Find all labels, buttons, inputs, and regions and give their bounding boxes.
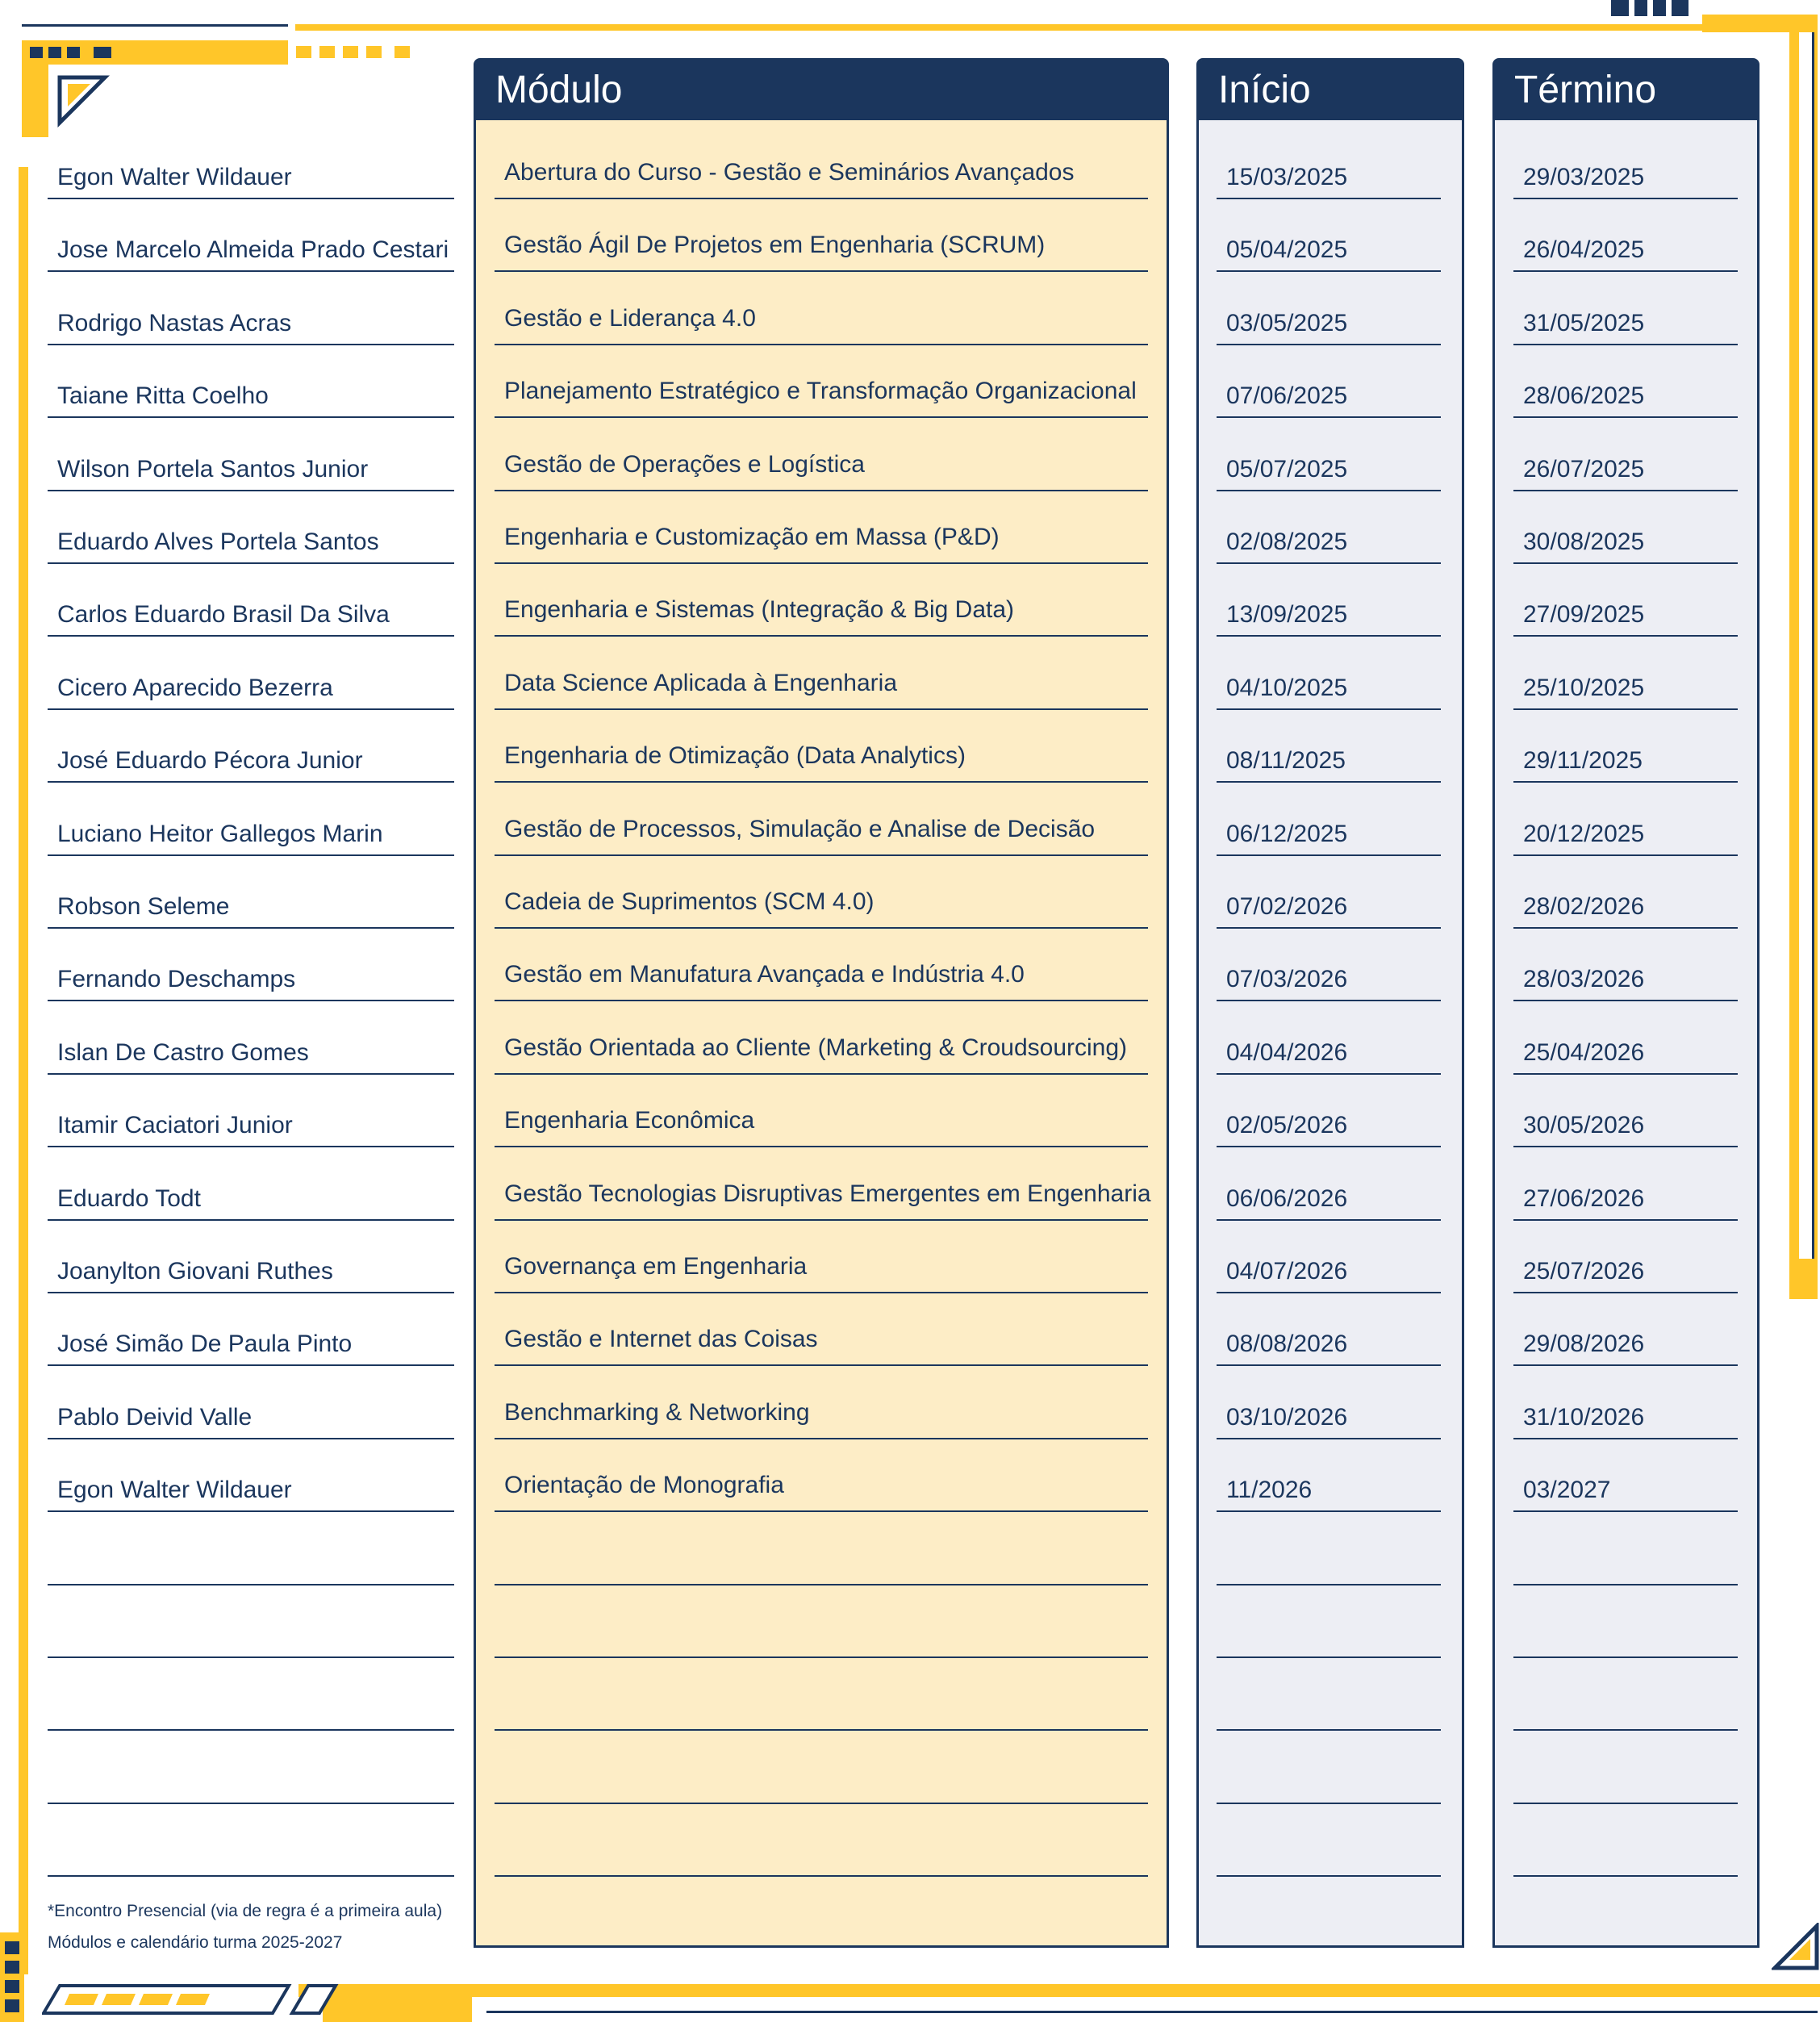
top-right-block-gap (1647, 0, 1653, 16)
bottom-left-block (323, 1984, 472, 2022)
instructor-cell (48, 1732, 454, 1804)
dot-square (296, 46, 311, 58)
module-cell: Gestão em Manufatura Avançada e Indústria 4.0 (495, 929, 1148, 1001)
module-cell: Planejamento Estratégico e Transformação Organizacional (495, 345, 1148, 418)
start-date-cell: 11/2026 (1217, 1439, 1441, 1512)
module-cell: Engenharia e Sistemas (Integração & Big Data) (495, 564, 1148, 637)
start-header: Início (1199, 61, 1462, 120)
module-cell: Engenharia de Otimização (Data Analytics) (495, 710, 1148, 783)
end-date-cell (1513, 1658, 1738, 1731)
banner-square (94, 47, 111, 58)
end-date-cell: 26/04/2025 (1513, 199, 1738, 272)
start-date-cell (1217, 1658, 1441, 1731)
dot-square (343, 46, 358, 58)
end-date-cell: 28/03/2026 (1513, 929, 1738, 1001)
instructor-cell: Robson Seleme (48, 856, 454, 929)
instructor-cell: Wilson Portela Santos Junior (48, 419, 454, 491)
start-date-cell: 08/11/2025 (1217, 710, 1441, 783)
end-date-cell: 31/05/2025 (1513, 273, 1738, 345)
top-left-banner (22, 40, 288, 65)
module-cell: Gestão Tecnologias Disruptivas Emergentes em Engenharia (495, 1148, 1148, 1221)
end-date-cell: 20/12/2025 (1513, 783, 1738, 856)
module-cell: Gestão de Operações e Logística (495, 419, 1148, 491)
end-date-cell: 25/07/2026 (1513, 1221, 1738, 1293)
right-side-inner (1799, 32, 1814, 1259)
end-date-cell: 27/09/2025 (1513, 564, 1738, 637)
bottom-rule (298, 1984, 1820, 1997)
end-date-cell: 03/2027 (1513, 1439, 1738, 1512)
end-date-cell (1513, 1585, 1738, 1658)
module-cell (495, 1585, 1148, 1658)
dot-square (319, 46, 335, 58)
end-header: Término (1495, 61, 1757, 120)
module-cell: Abertura do Curso - Gestão e Seminários Avançados (495, 127, 1148, 199)
end-date-cell: 25/04/2026 (1513, 1002, 1738, 1075)
start-date-cell (1217, 1732, 1441, 1804)
top-right-block-gap (1666, 0, 1672, 16)
start-date-cell: 02/05/2026 (1217, 1075, 1441, 1147)
start-date-cell: 15/03/2025 (1217, 127, 1441, 199)
instructor-cell: Eduardo Alves Portela Santos (48, 491, 454, 564)
module-cell: Gestão Ágil De Projetos em Engenharia (SCRUM) (495, 199, 1148, 272)
instructor-cell (48, 1804, 454, 1877)
corner-square (5, 1980, 19, 1993)
start-date-cell (1217, 1804, 1441, 1877)
end-date-cell: 27/06/2026 (1513, 1148, 1738, 1221)
module-cell: Gestão e Internet das Coisas (495, 1293, 1148, 1366)
instructor-cell: José Eduardo Pécora Junior (48, 710, 454, 783)
module-cell (495, 1732, 1148, 1804)
instructor-cell: Islan De Castro Gomes (48, 1002, 454, 1075)
module-cell: Orientação de Monografia (495, 1439, 1148, 1512)
top-rule (295, 24, 1702, 31)
start-date-cell (1217, 1585, 1441, 1658)
start-date-cell: 13/09/2025 (1217, 564, 1441, 637)
end-date-cell: 31/10/2026 (1513, 1367, 1738, 1439)
top-left-rule (22, 24, 288, 27)
start-date-cell: 07/02/2026 (1217, 856, 1441, 929)
module-cell (495, 1804, 1148, 1877)
start-date-cell: 07/03/2026 (1217, 929, 1441, 1001)
start-date-cell: 06/06/2026 (1217, 1148, 1441, 1221)
instructor-cell: Fernando Deschamps (48, 929, 454, 1001)
end-date-cell: 29/08/2026 (1513, 1293, 1738, 1366)
instructor-cell: Rodrigo Nastas Acras (48, 273, 454, 345)
footnote: *Encontro Presencial (via de regra é a primeira aula) (48, 1902, 443, 1920)
start-date-cell: 03/10/2026 (1217, 1367, 1441, 1439)
instructor-cell: Luciano Heitor Gallegos Marin (48, 783, 454, 856)
end-date-cell (1513, 1804, 1738, 1877)
module-cell: Data Science Aplicada à Engenharia (495, 637, 1148, 710)
corner-triangle-icon (1772, 1923, 1820, 1971)
start-date-cell: 03/05/2025 (1217, 273, 1441, 345)
end-date-cell (1513, 1513, 1738, 1585)
start-date-cell: 02/08/2025 (1217, 491, 1441, 564)
banner-square (67, 47, 80, 58)
instructor-cell: Egon Walter Wildauer (48, 1439, 454, 1512)
start-date-cell: 06/12/2025 (1217, 783, 1441, 856)
end-date-cell: 30/05/2026 (1513, 1075, 1738, 1147)
module-cell: Gestão de Processos, Simulação e Analise de Decisão (495, 783, 1148, 856)
instructor-cell: Taiane Ritta Coelho (48, 345, 454, 418)
end-date-cell: 29/11/2025 (1513, 710, 1738, 783)
corner-square (5, 1961, 19, 1974)
end-date-cell: 28/06/2025 (1513, 345, 1738, 418)
end-date-cell: 29/03/2025 (1513, 127, 1738, 199)
start-date-cell (1217, 1513, 1441, 1585)
start-date-cell: 04/10/2025 (1217, 637, 1441, 710)
instructor-cell: José Simão De Paula Pinto (48, 1293, 454, 1366)
instructor-cell (48, 1513, 454, 1585)
caption: Módulos e calendário turma 2025-2027 (48, 1933, 343, 1952)
left-side-bar (19, 167, 28, 1974)
bottom-stripe-icon (42, 1982, 340, 2018)
instructor-cell: Cicero Aparecido Bezerra (48, 637, 454, 710)
instructor-cell: Joanylton Giovani Ruthes (48, 1221, 454, 1293)
module-cell: Gestão Orientada ao Cliente (Marketing & Croudsourcing) (495, 1002, 1148, 1075)
module-cell: Cadeia de Suprimentos (SCM 4.0) (495, 856, 1148, 929)
end-date-cell: 26/07/2025 (1513, 419, 1738, 491)
instructor-cell (48, 1585, 454, 1658)
module-cell: Engenharia Econômica (495, 1075, 1148, 1147)
top-right-corner (1702, 15, 1818, 32)
end-date-cell: 28/02/2026 (1513, 856, 1738, 929)
end-date-cell: 30/08/2025 (1513, 491, 1738, 564)
start-date-cell: 05/07/2025 (1217, 419, 1441, 491)
module-cell: Gestão e Liderança 4.0 (495, 273, 1148, 345)
instructor-cell: Carlos Eduardo Brasil Da Silva (48, 564, 454, 637)
dot-square (366, 46, 382, 58)
instructor-cell: Pablo Deivid Valle (48, 1367, 454, 1439)
top-right-block-gap (1629, 0, 1634, 16)
instructor-cell (48, 1658, 454, 1731)
module-cell: Engenharia e Customização em Massa (P&D) (495, 491, 1148, 564)
start-date-cell: 08/08/2026 (1217, 1293, 1441, 1366)
start-date-cell: 04/04/2026 (1217, 1002, 1441, 1075)
corner-square (5, 1941, 19, 1954)
corner-triangle-icon (56, 74, 110, 127)
start-date-cell: 07/06/2025 (1217, 345, 1441, 418)
start-date-cell: 05/04/2025 (1217, 199, 1441, 272)
banner-square (48, 47, 61, 58)
end-date-cell: 25/10/2025 (1513, 637, 1738, 710)
instructor-cell: Egon Walter Wildauer (48, 127, 454, 199)
corner-square (5, 1999, 19, 2012)
module-header: Módulo (476, 61, 1167, 120)
bottom-thin-rule (486, 2011, 1818, 2013)
instructor-cell: Jose Marcelo Almeida Prado Cestari (48, 199, 454, 272)
instructor-cell: Eduardo Todt (48, 1148, 454, 1221)
dot-square (394, 46, 410, 58)
end-date-cell (1513, 1732, 1738, 1804)
instructor-cell: Itamir Caciatori Junior (48, 1075, 454, 1147)
module-cell: Benchmarking & Networking (495, 1367, 1148, 1439)
module-cell: Governança em Engenharia (495, 1221, 1148, 1293)
banner-square (30, 47, 43, 58)
module-cell (495, 1513, 1148, 1585)
module-cell (495, 1658, 1148, 1731)
start-date-cell: 04/07/2026 (1217, 1221, 1441, 1293)
